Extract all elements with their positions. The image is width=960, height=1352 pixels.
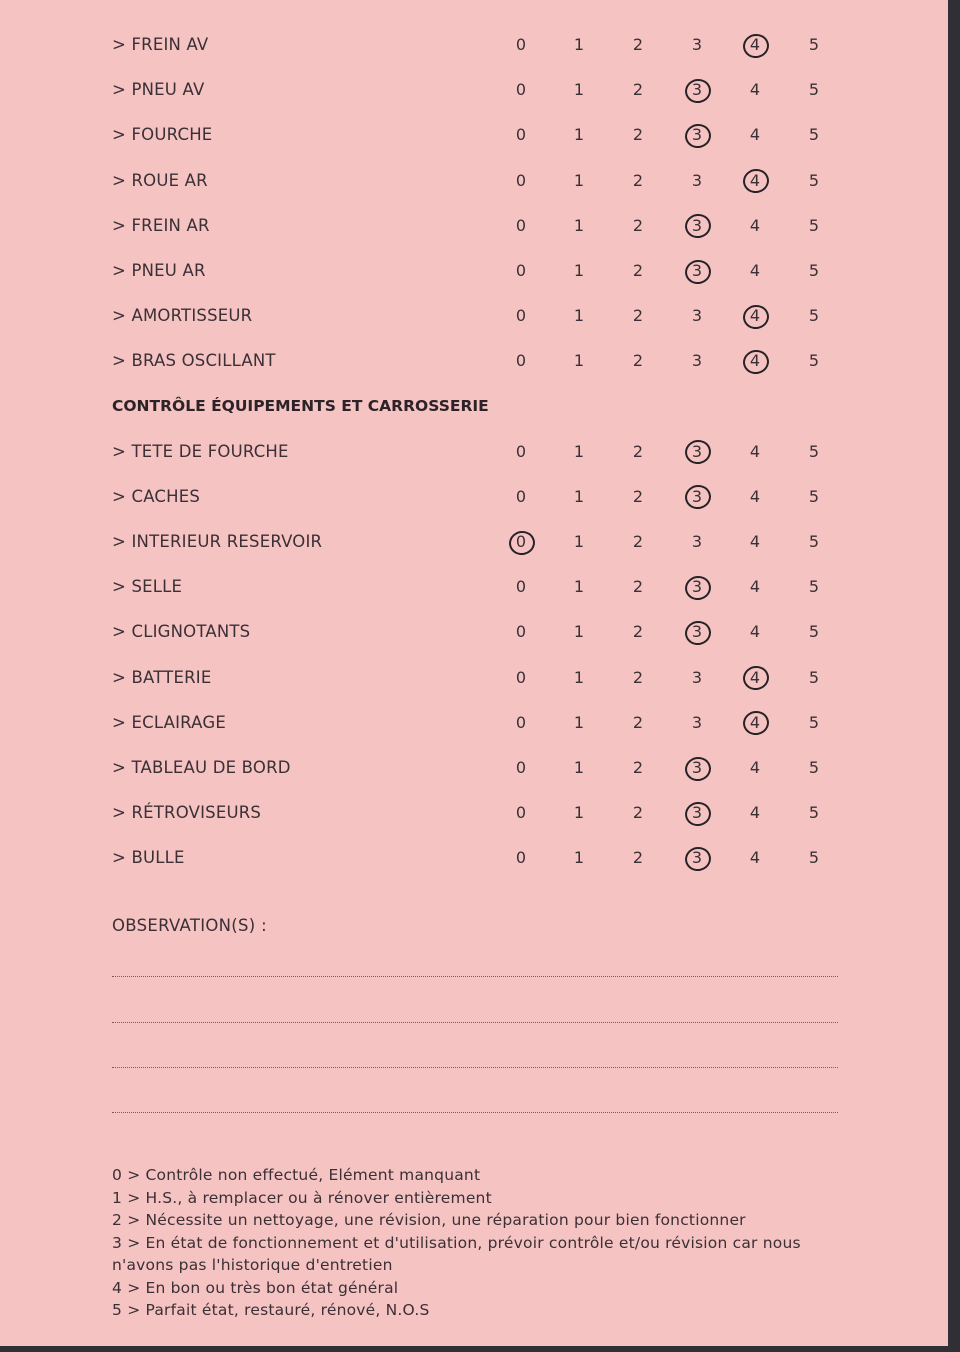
score-option: 2 <box>632 532 644 552</box>
score-option: 1 <box>573 803 585 823</box>
score-option: 5 <box>808 351 820 371</box>
score-option-circled: 0 <box>506 519 536 564</box>
section-title: CONTRÔLE ÉQUIPEMENTS ET CARROSSERIE <box>112 396 489 415</box>
legend-item: 3 > En état de fonctionnement et d'utilisation, prévoir contrôle et/ou révision car nous n'avons pas l'historique d'entretien <box>112 1233 801 1274</box>
score-option: 2 <box>632 306 644 326</box>
score-option: 0 <box>515 712 527 732</box>
checklist-row <box>0 158 948 203</box>
score-option: 0 <box>515 486 527 506</box>
score-option: 5 <box>808 260 820 280</box>
score-option: 1 <box>573 486 585 506</box>
score-option: 1 <box>573 125 585 145</box>
score-option: 4 <box>749 848 761 868</box>
checklist-row <box>0 248 948 293</box>
score-option: 1 <box>573 712 585 732</box>
score-option: 3 <box>691 667 703 687</box>
item-label: > TETE DE FOURCHE <box>112 441 289 461</box>
score-option: 0 <box>515 758 527 777</box>
score-option: 5 <box>808 848 820 868</box>
observation-line <box>112 976 838 977</box>
score-option: 5 <box>808 170 820 190</box>
item-label: > PNEU AR <box>112 260 206 280</box>
score-option: 5 <box>808 441 820 461</box>
score-option: 0 <box>515 351 527 371</box>
score-option: 5 <box>808 215 820 235</box>
score-option-circled: 4 <box>740 22 770 67</box>
score-option: 2 <box>632 712 644 732</box>
score-option-circled: 4 <box>740 293 770 338</box>
inspection-rows <box>0 22 948 881</box>
score-option: 2 <box>632 125 644 145</box>
score-option: 0 <box>515 667 527 687</box>
score-option: 1 <box>573 577 585 597</box>
score-option: 5 <box>808 306 820 326</box>
checklist-row <box>0 790 948 835</box>
score-option: 4 <box>749 215 761 235</box>
checklist-row <box>0 745 948 790</box>
item-label: > CLIGNOTANTS <box>112 622 251 642</box>
score-option-circled: 3 <box>682 112 712 157</box>
score-option: 3 <box>691 351 703 371</box>
score-option: 1 <box>573 306 585 326</box>
score-option: 4 <box>749 532 761 552</box>
checklist-row <box>0 564 948 609</box>
score-option: 1 <box>573 848 585 868</box>
score-option-circled: 3 <box>682 609 712 654</box>
score-option: 2 <box>632 170 644 190</box>
score-option: 1 <box>573 667 585 687</box>
score-option: 0 <box>515 170 527 190</box>
item-label: > FREIN AR <box>112 215 210 235</box>
score-option: 0 <box>515 125 527 145</box>
item-label: > BRAS OSCILLANT <box>112 351 276 371</box>
rating-legend <box>112 1164 832 1322</box>
item-label: > ECLAIRAGE <box>112 712 226 732</box>
score-option-circled: 3 <box>682 248 712 293</box>
score-option: 2 <box>632 667 644 687</box>
score-option: 4 <box>749 758 761 777</box>
checklist-row <box>0 203 948 248</box>
score-option: 4 <box>749 80 761 100</box>
score-option: 0 <box>515 848 527 868</box>
score-option: 2 <box>632 622 644 642</box>
checklist-row <box>0 609 948 654</box>
score-option: 0 <box>515 35 527 54</box>
score-option: 1 <box>573 351 585 371</box>
score-option: 5 <box>808 712 820 732</box>
item-label: > BULLE <box>112 848 185 868</box>
score-option: 0 <box>515 306 527 326</box>
checklist-row <box>0 293 948 338</box>
score-option: 3 <box>691 306 703 326</box>
score-option: 4 <box>749 125 761 145</box>
score-option: 4 <box>749 577 761 597</box>
score-option: 0 <box>515 577 527 597</box>
score-option: 3 <box>691 170 703 190</box>
checklist-row <box>0 338 948 383</box>
item-label: > FREIN AV <box>112 35 209 54</box>
score-option: 4 <box>749 260 761 280</box>
observations-label: OBSERVATION(S) : <box>112 916 267 935</box>
score-option: 3 <box>691 712 703 732</box>
score-option: 5 <box>808 803 820 823</box>
score-option: 2 <box>632 758 644 777</box>
item-label: > ROUE AR <box>112 170 208 190</box>
score-option: 2 <box>632 35 644 54</box>
observation-line <box>112 1112 838 1113</box>
score-option: 0 <box>515 80 527 100</box>
score-option: 2 <box>632 486 644 506</box>
legend-item: 0 > Contrôle non effectué, Elément manquant <box>112 1166 481 1184</box>
item-label: > FOURCHE <box>112 125 213 145</box>
score-option: 5 <box>808 486 820 506</box>
item-label: > RÉTROVISEURS <box>112 803 262 823</box>
legend-item: 5 > Parfait état, restauré, rénové, N.O.S <box>112 1301 430 1319</box>
score-option: 3 <box>691 532 703 552</box>
score-option: 2 <box>632 577 644 597</box>
score-option: 4 <box>749 803 761 823</box>
item-label: > SELLE <box>112 577 183 597</box>
score-option: 0 <box>515 441 527 461</box>
score-option: 2 <box>632 260 644 280</box>
score-option: 5 <box>808 758 820 777</box>
score-option: 1 <box>573 441 585 461</box>
score-option: 0 <box>515 215 527 235</box>
section-header <box>0 384 948 429</box>
score-option: 0 <box>515 622 527 642</box>
checklist-row <box>0 655 948 700</box>
score-option-circled: 4 <box>740 700 770 745</box>
score-option: 1 <box>573 35 585 54</box>
score-option-circled: 4 <box>740 158 770 203</box>
score-option: 1 <box>573 80 585 100</box>
observation-line <box>112 1067 838 1068</box>
score-option: 5 <box>808 667 820 687</box>
checklist-row <box>0 67 948 112</box>
score-option-circled: 4 <box>740 338 770 383</box>
item-label: > CACHES <box>112 486 201 506</box>
score-option: 3 <box>691 35 703 54</box>
item-label: > PNEU AV <box>112 80 205 100</box>
item-label: > AMORTISSEUR <box>112 306 253 326</box>
score-option: 1 <box>573 260 585 280</box>
score-option: 5 <box>808 35 820 54</box>
score-option: 5 <box>808 80 820 100</box>
checklist-row <box>0 700 948 745</box>
score-option: 4 <box>749 622 761 642</box>
checklist-row <box>0 835 948 880</box>
score-option-circled: 3 <box>682 474 712 519</box>
score-option-circled: 3 <box>682 745 712 790</box>
score-option: 5 <box>808 577 820 597</box>
score-option: 2 <box>632 441 644 461</box>
legend-item: 2 > Nécessite un nettoyage, une révision, une réparation pour bien fonctionner <box>112 1211 746 1229</box>
score-option-circled: 3 <box>682 203 712 248</box>
checklist-row <box>0 474 948 519</box>
score-option: 1 <box>573 622 585 642</box>
score-option-circled: 3 <box>682 564 712 609</box>
score-option: 1 <box>573 532 585 552</box>
score-option: 2 <box>632 215 644 235</box>
score-option-circled: 3 <box>682 67 712 112</box>
score-option: 0 <box>515 260 527 280</box>
observation-line <box>112 1022 838 1023</box>
score-option-circled: 3 <box>682 429 712 474</box>
score-option: 5 <box>808 532 820 552</box>
score-option: 4 <box>749 441 761 461</box>
score-option: 5 <box>808 125 820 145</box>
score-option: 2 <box>632 351 644 371</box>
item-label: > INTERIEUR RESERVOIR <box>112 532 323 552</box>
score-option: 4 <box>749 486 761 506</box>
checklist-row <box>0 112 948 157</box>
score-option-circled: 3 <box>682 835 712 880</box>
score-option-circled: 4 <box>740 655 770 700</box>
checklist-row <box>0 22 948 67</box>
score-option: 0 <box>515 803 527 823</box>
score-option: 1 <box>573 758 585 777</box>
item-label: > BATTERIE <box>112 667 212 687</box>
score-option: 5 <box>808 622 820 642</box>
checklist-row <box>0 429 948 474</box>
score-option: 2 <box>632 803 644 823</box>
score-option: 2 <box>632 80 644 100</box>
score-option: 1 <box>573 215 585 235</box>
legend-item: 1 > H.S., à remplacer ou à rénover entièrement <box>112 1188 492 1207</box>
checklist-row <box>0 519 948 564</box>
score-option: 1 <box>573 170 585 190</box>
score-option-circled: 3 <box>682 790 712 835</box>
score-option: 2 <box>632 848 644 868</box>
legend-item: 4 > En bon ou très bon état général <box>112 1278 399 1297</box>
item-label: > TABLEAU DE BORD <box>112 758 291 777</box>
